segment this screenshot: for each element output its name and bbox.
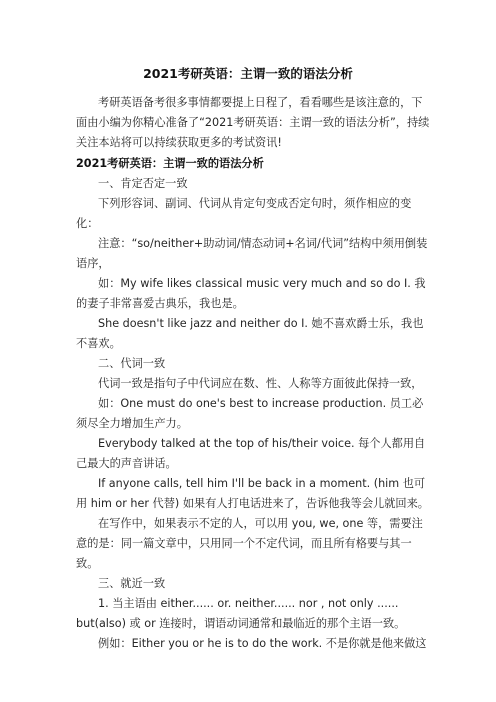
example-jazz: She doesn't like jazz and neither do I. 她不喜欢爵士乐，我也不喜欢。 (76, 317, 424, 350)
example-anyone-calls: If anyone calls, tell him I'll be back in a moment. (him 也可用 him or her 代替) 如果有人打电话进来了，告诉他我等会儿就回来。 (76, 477, 429, 510)
example-either-you-or-he: 例如：Either you or he is to do the work. 不是你就是他来做这 (98, 637, 427, 650)
paragraph-either-or-rule: 1. 当主语由 either...... or. neither...... nor , not only ...... but(also) 或 or 连接时，谓语动词通常和最临近的那个主语一致。 (76, 597, 406, 630)
heading-proximity-agreement: 三、就近一致 (98, 577, 166, 590)
example-everybody: Everybody talked at the top of his/their voice. 每个人都用自己最大的声音讲话。 (76, 437, 426, 470)
intro-paragraph: 考研英语备考很多事情都要提上日程了，看看哪些是该注意的，下面由小编为你精心准备了“2021考研英语：主谓一致的语法分析”，持续关注本站将可以持续获取更多的考试资讯! (76, 96, 430, 149)
heading-affirmative-negative: 一、肯定否定一致 (98, 177, 188, 190)
paragraph-indefinite-pronouns: 在写作中，如果表示不定的人，可以用 you, we, one 等，需要注意的是：同一篇文章中，只用同一个不定代词，而且所有格要与其一致。 (76, 517, 423, 570)
document-title: 2021考研英语：主谓一致的语法分析 (143, 66, 353, 81)
example-classical-music: 如：My wife likes classical music very much and so do I. 我的妻子非常喜爱古典乐，我也是。 (76, 277, 426, 310)
paragraph-note-inversion: 注意：“so/neither+助动词/情态动词+名词/代词”结构中须用倒装语序， (76, 237, 428, 270)
example-one-must: 如：One must do one's best to increase production. 员工必须尽全力增加生产力。 (76, 397, 424, 430)
section-title: 2021考研英语：主谓一致的语法分析 (76, 157, 264, 170)
heading-pronoun-agreement: 二、代词一致 (98, 357, 166, 370)
paragraph-pronoun-definition: 代词一致是指句子中代词应在数、性、人称等方面彼此保持一致， (98, 377, 423, 390)
paragraph-adjective-change: 下列形容词、副词、代词从肯定句变成否定句时，须作相应的变化： (76, 197, 412, 230)
